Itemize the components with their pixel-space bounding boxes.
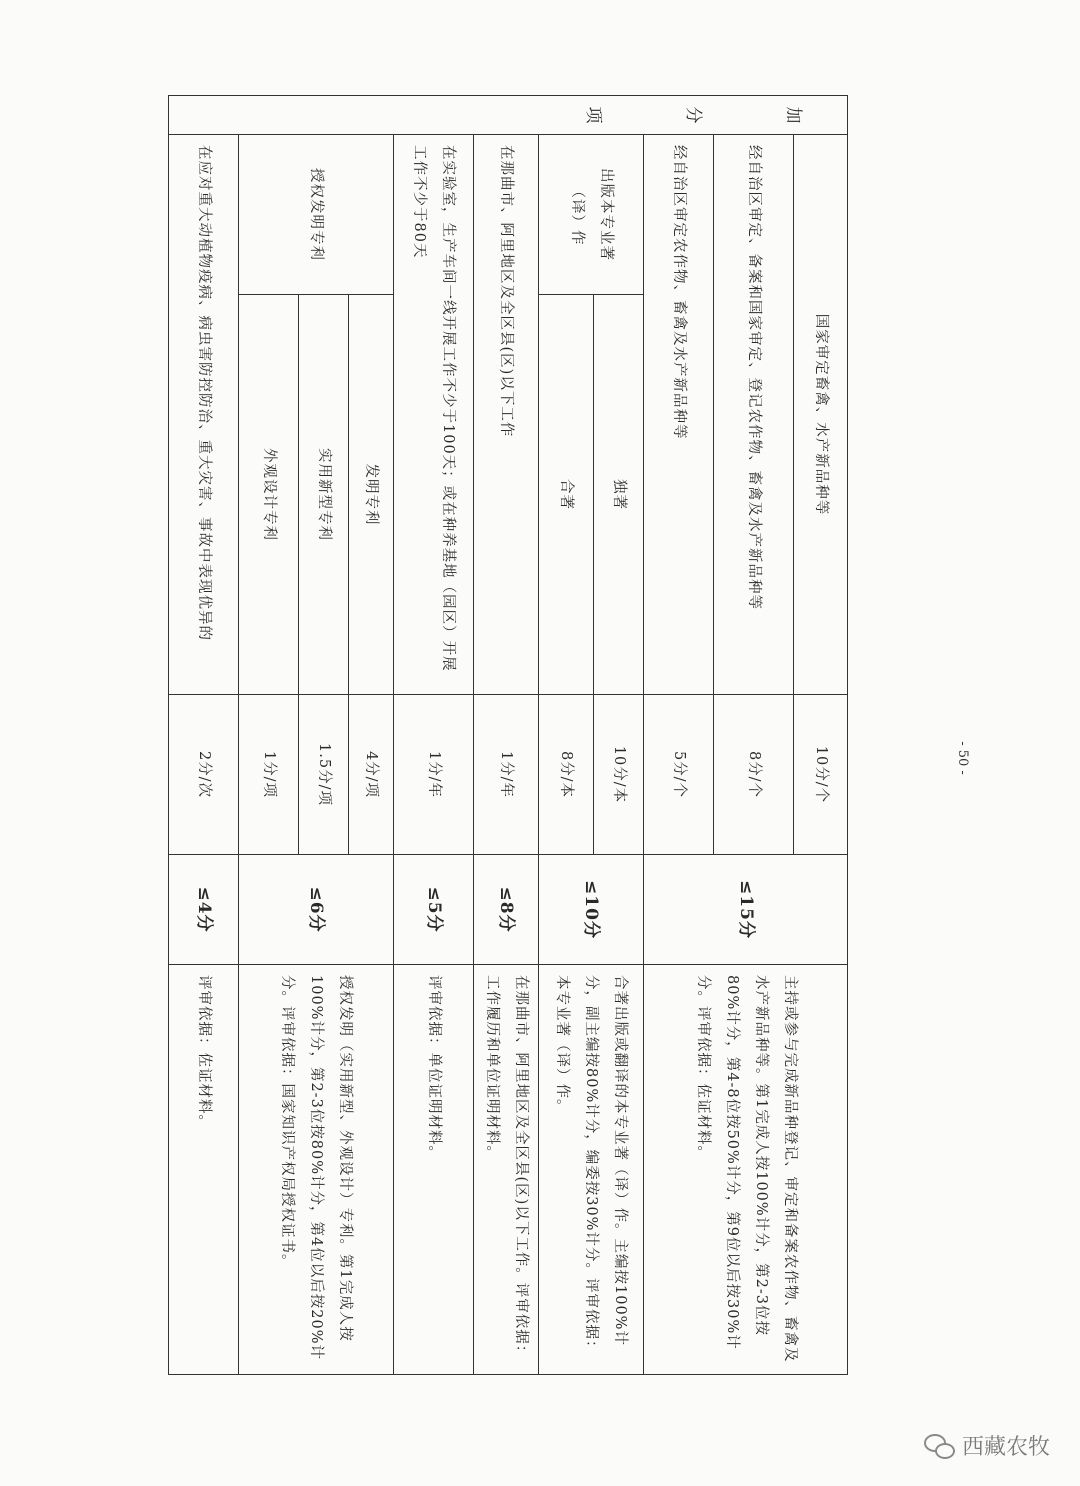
max-score: ≤10分 <box>538 855 643 965</box>
scoring-description: 主持或参与完成新品种登记、审定和备案农作物、畜禽及水产新品种等。第1完成人按100%计分，第2-3位按80%计分，第4-8位按50%计分，第9位以后按30%计分。评审依据：佐证材料。 <box>643 965 848 1375</box>
max-score: ≤6分 <box>238 855 393 965</box>
page-number: - 50 - <box>955 741 970 775</box>
table-row-item: 经自治区审定、备案和国家审定、登记农作物、畜禽及水产新品种等 <box>713 135 793 695</box>
sub-item: 独著 <box>593 295 643 695</box>
scoring-description: 授权发明（实用新型、外观设计）专利。第1完成人按100%计分，第2-3位按80%计分，第4位以后按20%计分。评审依据：国家知识产权局授权证书。 <box>238 965 393 1375</box>
table-row-unit: 4分/项 <box>348 695 393 855</box>
scoring-description: 评审依据：佐证材料。 <box>168 965 238 1375</box>
max-score: ≤8分 <box>473 855 538 965</box>
sub-item: 合著 <box>538 295 593 695</box>
scoring-description: 在那曲市、阿里地区及全区县(区)以下工作。评审依据：工作履历和单位证明材料。 <box>473 965 538 1375</box>
watermark <box>924 1430 1050 1461</box>
wechat-icon <box>924 1434 954 1458</box>
table-row-unit: 1.5分/项 <box>298 695 348 855</box>
max-score: ≤15分 <box>643 855 848 965</box>
table-row-unit: 1分/年 <box>473 695 538 855</box>
category-char: 分 <box>683 106 703 124</box>
table-row-unit: 8分/个 <box>713 695 793 855</box>
table-row-item: 在实验室，生产车间一线开展工作不少于100天；或在种养基地（园区）开展工作不少于80天 <box>393 135 473 695</box>
table-row-item: 经自治区审定农作物、畜禽及水产新品种等 <box>643 135 713 695</box>
scoring-description: 合著出版或翻译的本专业著（译）作。主编按100%计分，副主编按80%计分，编委按30%计分。评审依据：本专业著（译）作。 <box>538 965 643 1375</box>
table-row-unit: 2分/次 <box>168 695 238 855</box>
table-row-item: 在那曲市、阿里地区及全区县(区)以下工作 <box>473 135 538 695</box>
table-row-unit: 8分/本 <box>538 695 593 855</box>
category-cell <box>168 95 848 135</box>
table-row-item: 国家审定畜禽、水产新品种等 <box>793 135 848 695</box>
table-row-unit: 5分/个 <box>643 695 713 855</box>
table-row-item: 授权发明专利 <box>238 135 393 295</box>
sub-item: 实用新型专利 <box>298 295 348 695</box>
max-score: ≤5分 <box>393 855 473 965</box>
category-char: 加 <box>783 106 803 124</box>
scoring-table <box>168 95 848 1375</box>
table-row-unit: 1分/项 <box>238 695 298 855</box>
watermark-text: 西藏农牧 <box>961 1435 1050 1460</box>
table-row-unit: 10分/个 <box>793 695 848 855</box>
sub-item: 发明专利 <box>348 295 393 695</box>
table-row-item: 在应对重大动植物疫病、病虫害防控防治、重大灾害、事故中表现优异的 <box>168 135 238 695</box>
category-char: 项 <box>583 106 603 124</box>
scoring-description: 评审依据：单位证明材料。 <box>393 965 473 1375</box>
sub-item: 外观设计专利 <box>238 295 298 695</box>
table-row-unit: 1分/年 <box>393 695 473 855</box>
table-row-unit: 10分/本 <box>593 695 643 855</box>
max-score: ≤4分 <box>168 855 238 965</box>
table-row-item: 出版本专业著（译）作 <box>538 135 643 295</box>
